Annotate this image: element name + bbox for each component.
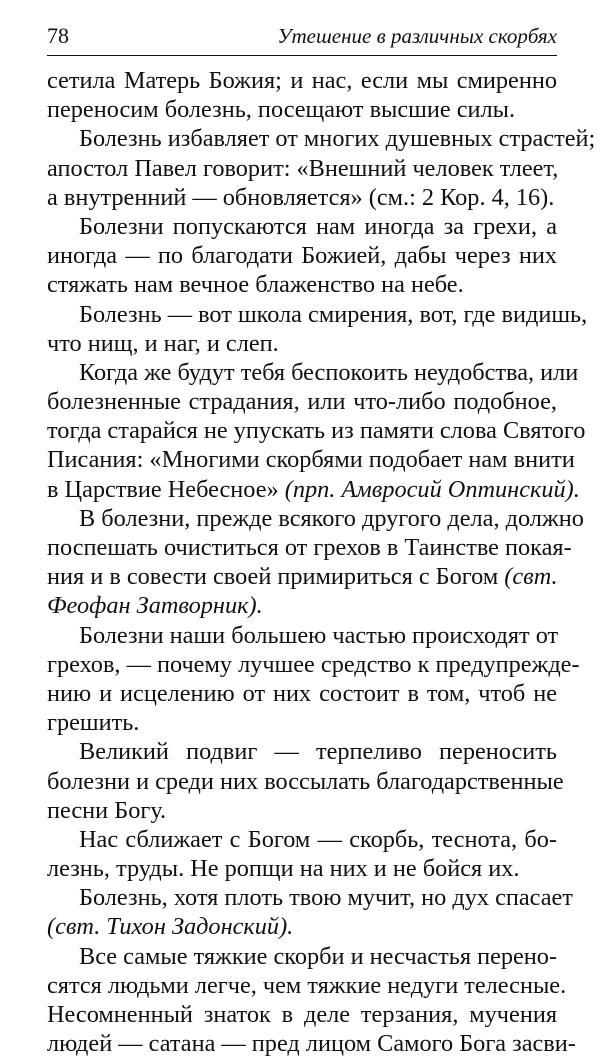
line-text: а внутренний — обновляется» (см.: 2 Кор. 4, 16). [47,183,555,211]
text-line [47,358,579,387]
text-line [47,942,557,971]
text-line [47,767,564,796]
line-text: Болезни наши большею частью происходят от [79,621,559,649]
line-text: нию и исцелению от них состоит в том, чтоб не [47,679,557,707]
text-line [47,475,580,504]
line-text: иногда — по благодати Божией, дабы через них [47,242,557,270]
line-text: Болезнь — вот школа смирения, вот, где видишь, [79,300,588,328]
page-number: 78 [47,23,69,48]
text-line [47,445,575,474]
text-line [47,329,557,358]
line-text: в Царствие Небесное» [47,475,279,503]
source-attribution: (свт. [504,563,558,591]
line-text: В болезни, прежде всякого другого дела, должно [79,504,584,532]
line-text: песни Богу. [47,796,167,824]
text-line [47,679,557,708]
line-text: апостол Павел говорит: «Внешний человек тлеет, [47,154,559,182]
line-text: тогда старайся не упускать из памяти слова Святого [47,417,586,445]
text-line [47,183,557,212]
source-attribution: (прп. Амвросий Оптинский). [284,475,580,503]
text-line [47,912,557,941]
text-line [47,825,557,854]
line-text: Великий подвиг — терпеливо переносить [79,738,557,766]
text-line [47,504,584,533]
page-header [47,17,557,56]
line-text: поспешать очиститься от грехов в Таинстве покая- [47,534,572,561]
line-text: Болезнь избавляет от многих душевных страстей; [79,125,596,153]
line-text: болезненные страдания, или что-либо подобное, [47,388,557,416]
line-text: Нас сближает с Богом — скорбь, теснота, бо- [79,825,557,853]
text-line [47,562,557,591]
line-text: сетила Матерь Божия; и нас, если мы смиренно [47,67,557,94]
text-line [47,241,557,270]
text-line [47,212,557,241]
text-line [47,621,557,650]
line-text: сятся людьми легче, чем тяжкие недуги телесные. [47,971,567,999]
text-line [47,95,557,124]
text-line [47,708,557,737]
text-line [47,66,557,95]
line-text: лезнь, труды. Не ропщи на них и не бойся их. [47,855,520,883]
line-text: болезни и среди них воссылать благодарственные [47,767,564,795]
text-line [47,971,567,1000]
line-text: Болезни попускаются нам иногда за грехи, а [79,212,557,240]
text-line [47,154,557,183]
source-attribution: Феофан Затворник). [47,592,263,620]
line-text: Когда же будут тебя беспокоить неудобства, или [79,358,579,386]
line-text: переносим болезнь, посещают высшие силы. [47,96,516,124]
text-line [47,1000,557,1029]
text-line [47,650,580,679]
text-line [47,1029,576,1058]
text-line [47,883,573,912]
text-line [47,124,596,153]
page-body [47,66,596,1058]
running-title: Утешение в различных скорбях [277,23,557,48]
text-line [47,416,586,445]
line-text: людей — сатана — пред лицом Самого Бога засви- [47,1030,576,1058]
line-text: ния и в совести своей примириться с Богом [47,563,499,591]
text-line [47,591,557,620]
text-line [47,796,557,825]
line-text: Несомненный знаток в деле терзания, мучения [47,1001,557,1028]
line-text: Писания: «Многими скорбями подобает нам внити [47,446,575,474]
text-line [47,854,557,883]
line-text: грешить. [47,709,140,737]
line-text: Болезнь, хотя плоть твою мучит, но дух спасает [79,884,573,912]
text-line [47,300,588,329]
line-text: что нищ, и наг, и слеп. [47,329,279,357]
text-line [47,533,572,562]
line-text: стяжать нам вечное блаженство на небе. [47,271,464,299]
text-line [47,737,557,766]
line-text: Все самые тяжкие скорби и несчастья перено- [79,942,558,970]
text-line [47,387,557,416]
source-attribution: (свт. Тихон Задонский). [47,913,294,941]
text-line [47,270,557,299]
line-text: грехов, — почему лучшее средство к предупрежде- [47,650,580,678]
